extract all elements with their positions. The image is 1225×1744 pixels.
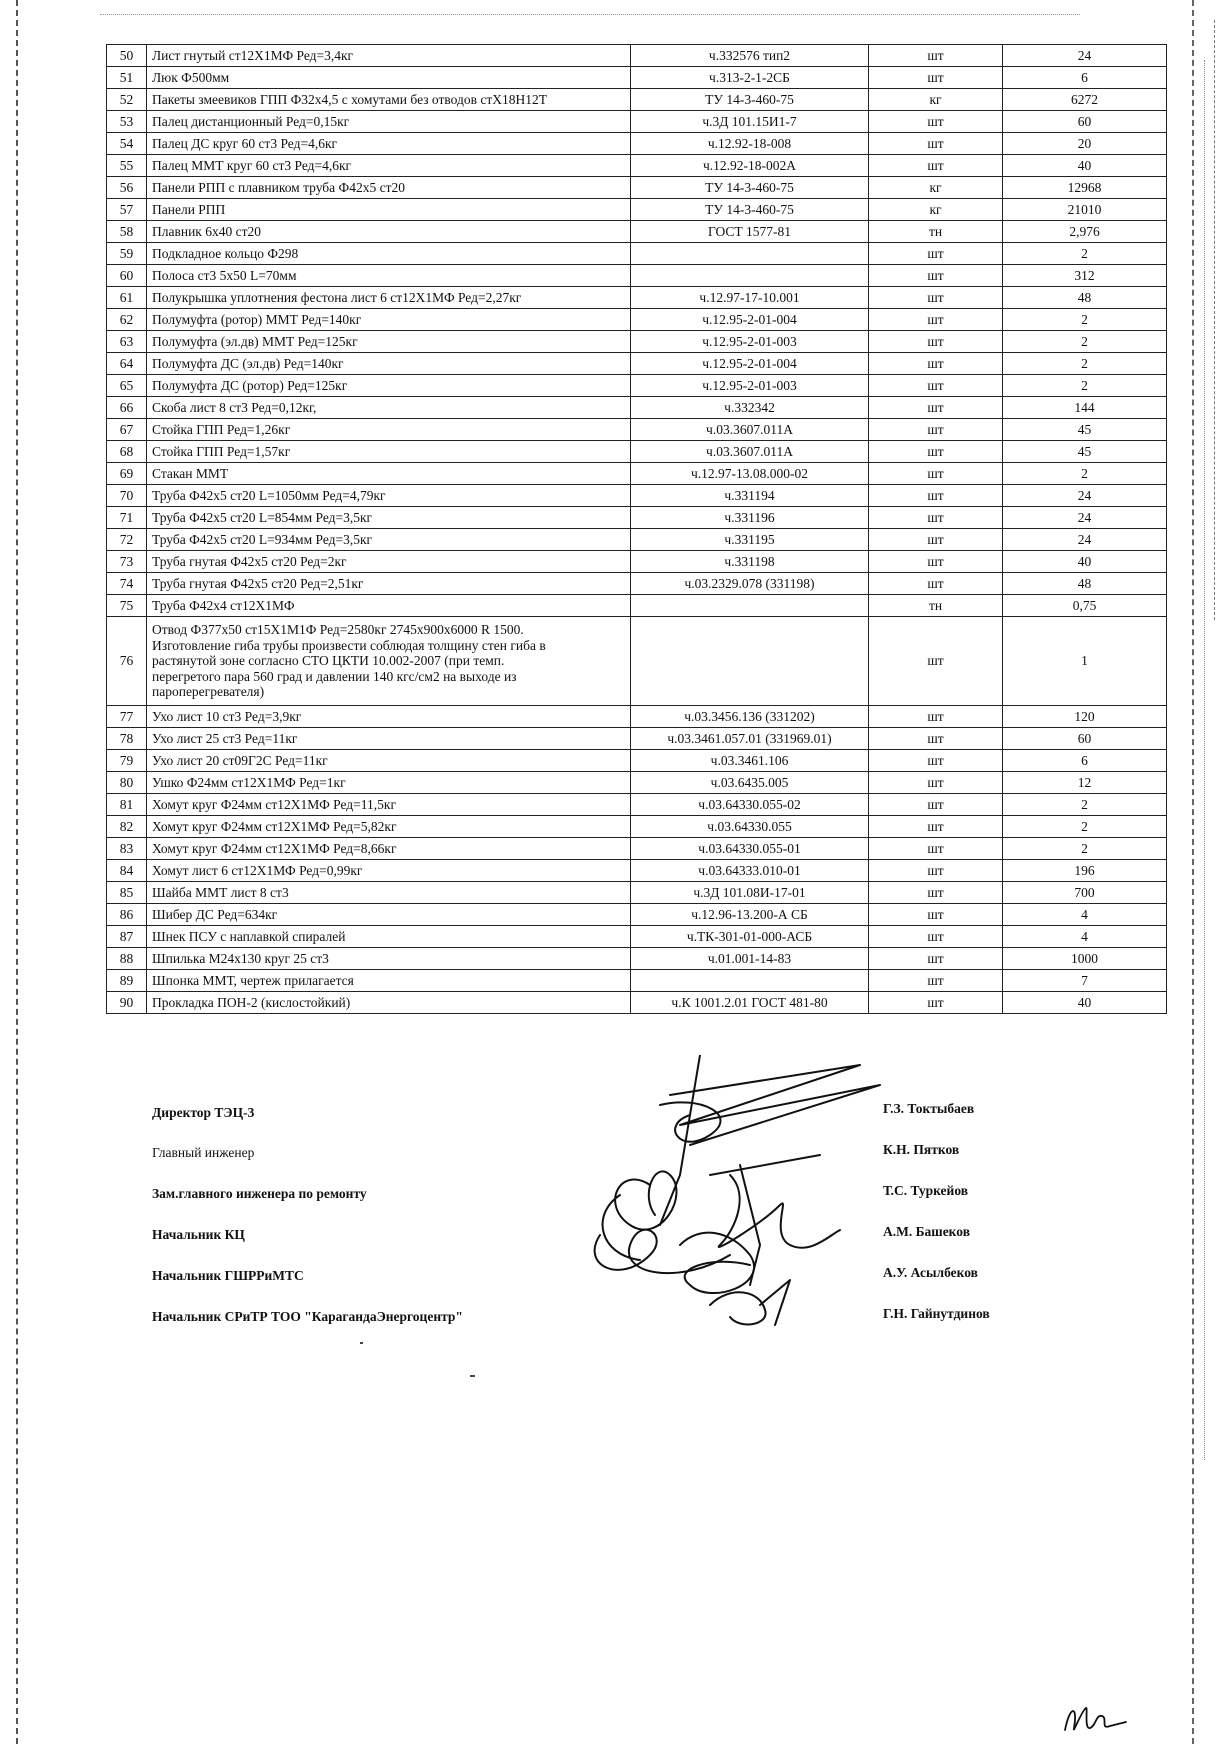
item-unit: шт	[869, 485, 1003, 507]
position-head-kc: Начальник КЦ	[152, 1227, 245, 1242]
item-unit: шт	[869, 706, 1003, 728]
page-initials-signature	[1060, 1700, 1130, 1740]
table-row	[107, 970, 1167, 992]
item-unit: шт	[869, 573, 1003, 595]
item-quantity: 312	[1003, 265, 1167, 287]
row-number: 67	[107, 419, 147, 441]
row-number: 55	[107, 155, 147, 177]
item-quantity: 196	[1003, 860, 1167, 882]
item-name: Шибер ДС Ред=634кг	[147, 904, 631, 926]
item-reference: ч.3Д 101.15И1-7	[631, 111, 869, 133]
item-quantity: 60	[1003, 728, 1167, 750]
item-quantity: 48	[1003, 573, 1167, 595]
item-name: Подкладное кольцо Ф298	[147, 243, 631, 265]
item-quantity: 24	[1003, 507, 1167, 529]
item-reference: ТУ 14-3-460-75	[631, 199, 869, 221]
item-name: Прокладка ПОН-2 (кислостойкий)	[147, 992, 631, 1014]
table-row	[107, 397, 1167, 419]
table-row	[107, 772, 1167, 794]
table-row	[107, 992, 1167, 1014]
table-row	[107, 419, 1167, 441]
row-number: 81	[107, 794, 147, 816]
item-reference: ч.03.2329.078 (331198)	[631, 573, 869, 595]
item-reference: ч.12.96-13.200-А СБ	[631, 904, 869, 926]
table-row	[107, 860, 1167, 882]
table-row	[107, 375, 1167, 397]
item-reference: ч.12.95-2-01-004	[631, 353, 869, 375]
item-quantity: 2,976	[1003, 221, 1167, 243]
row-number: 79	[107, 750, 147, 772]
item-reference: ч.03.64330.055-01	[631, 838, 869, 860]
table-row	[107, 221, 1167, 243]
row-number: 65	[107, 375, 147, 397]
table-row	[107, 177, 1167, 199]
item-unit: шт	[869, 617, 1003, 706]
item-reference: ч.01.001-14-83	[631, 948, 869, 970]
item-unit: тн	[869, 221, 1003, 243]
row-number: 68	[107, 441, 147, 463]
item-reference: ТУ 14-3-460-75	[631, 177, 869, 199]
item-reference: ч.03.3461.106	[631, 750, 869, 772]
position-chief-engineer: Главный инженер	[152, 1145, 255, 1160]
row-number: 50	[107, 45, 147, 67]
item-name: Отвод Ф377х50 ст15Х1М1Ф Ред=2580кг 2745х900х6000 R 1500. Изготовление гиба трубы произвести соблюдая толщину стен гиба в растянутой зоне согласно СТО ЦКТИ 10.002-2007 (при темп. перегретого пара 560 град и давлении 140 кгс/см2 на выходе из пароперегревателя)	[147, 617, 631, 706]
table-row	[107, 265, 1167, 287]
item-unit: шт	[869, 265, 1003, 287]
item-quantity: 12	[1003, 772, 1167, 794]
table-row	[107, 882, 1167, 904]
item-reference: ч.3Д 101.08И-17-01	[631, 882, 869, 904]
item-name: Полумуфта ДС (ротор) Ред=125кг	[147, 375, 631, 397]
item-reference: ч.331198	[631, 551, 869, 573]
item-reference: ч.03.3456.136 (331202)	[631, 706, 869, 728]
item-unit: шт	[869, 243, 1003, 265]
item-reference: ч.313-2-1-2СБ	[631, 67, 869, 89]
row-number: 59	[107, 243, 147, 265]
item-name: Хомут лист 6 ст12Х1МФ Ред=0,99кг	[147, 860, 631, 882]
item-quantity: 2	[1003, 816, 1167, 838]
item-name: Палец ДС круг 60 ст3 Ред=4,6кг	[147, 133, 631, 155]
scan-speck	[470, 1375, 475, 1377]
row-number: 86	[107, 904, 147, 926]
item-quantity: 2	[1003, 331, 1167, 353]
position-deputy-chief-engineer: Зам.главного инженера по ремонту	[152, 1186, 367, 1201]
item-quantity: 2	[1003, 463, 1167, 485]
row-number: 82	[107, 816, 147, 838]
scan-edge-right-inner	[1204, 60, 1209, 1460]
item-quantity: 700	[1003, 882, 1167, 904]
item-unit: шт	[869, 287, 1003, 309]
item-quantity: 2	[1003, 794, 1167, 816]
item-unit: шт	[869, 111, 1003, 133]
row-number: 66	[107, 397, 147, 419]
item-unit: шт	[869, 750, 1003, 772]
table-row	[107, 728, 1167, 750]
item-name: Стакан ММТ	[147, 463, 631, 485]
item-quantity: 6	[1003, 750, 1167, 772]
item-name: Люк Ф500мм	[147, 67, 631, 89]
table-row	[107, 948, 1167, 970]
signatory-name-3: Т.С. Туркейов	[883, 1183, 969, 1198]
item-quantity: 24	[1003, 45, 1167, 67]
item-quantity: 4	[1003, 904, 1167, 926]
item-reference: ч.331196	[631, 507, 869, 529]
row-number: 57	[107, 199, 147, 221]
row-number: 90	[107, 992, 147, 1014]
row-number: 62	[107, 309, 147, 331]
table-row	[107, 926, 1167, 948]
row-number: 73	[107, 551, 147, 573]
item-unit: шт	[869, 904, 1003, 926]
item-reference: ч.12.92-18-008	[631, 133, 869, 155]
item-name: Ухо лист 25 ст3 Ред=11кг	[147, 728, 631, 750]
item-quantity: 6272	[1003, 89, 1167, 111]
item-reference	[631, 970, 869, 992]
table-row	[107, 441, 1167, 463]
item-name: Полумуфта ДС (эл.дв) Ред=140кг	[147, 353, 631, 375]
row-number: 64	[107, 353, 147, 375]
materials-table	[106, 44, 1167, 1014]
item-unit: шт	[869, 133, 1003, 155]
position-head-gshrrimts: Начальник ГШРРиМТС	[152, 1268, 304, 1283]
item-quantity: 45	[1003, 441, 1167, 463]
signatory-name-5: А.У. Асылбеков	[883, 1265, 978, 1280]
item-reference: ГОСТ 1577-81	[631, 221, 869, 243]
table-row	[107, 45, 1167, 67]
item-reference: ч.03.64333.010-01	[631, 860, 869, 882]
item-quantity: 40	[1003, 551, 1167, 573]
item-unit: шт	[869, 67, 1003, 89]
position-director: Директор ТЭЦ-3	[152, 1105, 255, 1120]
row-number: 54	[107, 133, 147, 155]
table-row	[107, 573, 1167, 595]
row-number: 53	[107, 111, 147, 133]
item-name: Скоба лист 8 ст3 Ред=0,12кг,	[147, 397, 631, 419]
item-unit: шт	[869, 397, 1003, 419]
item-quantity: 45	[1003, 419, 1167, 441]
item-reference: ч.03.64330.055-02	[631, 794, 869, 816]
item-unit: шт	[869, 419, 1003, 441]
signatory-name-1: Г.З. Токтыбаев	[883, 1101, 975, 1116]
row-number: 69	[107, 463, 147, 485]
item-reference	[631, 595, 869, 617]
position-head-sritr: Начальник СРиТР ТОО "КарагандаЭнергоцентр"	[152, 1309, 463, 1324]
item-name: Шайба ММТ лист 8 ст3	[147, 882, 631, 904]
item-name: Стойка ГПП Ред=1,26кг	[147, 419, 631, 441]
row-number: 72	[107, 529, 147, 551]
item-name: Хомут круг Ф24мм ст12Х1МФ Ред=5,82кг	[147, 816, 631, 838]
table-row	[107, 67, 1167, 89]
row-number: 52	[107, 89, 147, 111]
item-reference: ч.331195	[631, 529, 869, 551]
item-reference: ч.332576 тип2	[631, 45, 869, 67]
item-unit: шт	[869, 794, 1003, 816]
item-reference: ч.12.95-2-01-003	[631, 331, 869, 353]
item-reference: ч.03.64330.055	[631, 816, 869, 838]
item-reference: ч.12.95-2-01-004	[631, 309, 869, 331]
item-name: Труба Ф42х5 ст20 L=854мм Ред=3,5кг	[147, 507, 631, 529]
item-reference	[631, 243, 869, 265]
row-number: 83	[107, 838, 147, 860]
item-reference: ТУ 14-3-460-75	[631, 89, 869, 111]
item-unit: кг	[869, 199, 1003, 221]
item-unit: шт	[869, 353, 1003, 375]
item-name: Хомут круг Ф24мм ст12Х1МФ Ред=11,5кг	[147, 794, 631, 816]
item-unit: шт	[869, 551, 1003, 573]
signatory-name-6: Г.Н. Гайнутдинов	[883, 1306, 990, 1321]
item-unit: шт	[869, 838, 1003, 860]
row-number: 89	[107, 970, 147, 992]
item-name: Палец дистанционный Ред=0,15кг	[147, 111, 631, 133]
item-name: Полумуфта (ротор) ММТ Ред=140кг	[147, 309, 631, 331]
row-number: 80	[107, 772, 147, 794]
item-reference	[631, 617, 869, 706]
table-row	[107, 199, 1167, 221]
item-reference: ч.12.97-17-10.001	[631, 287, 869, 309]
item-unit: шт	[869, 816, 1003, 838]
item-name: Полукрышка уплотнения фестона лист 6 ст12Х1МФ Ред=2,27кг	[147, 287, 631, 309]
item-name: Труба Ф42х4 ст12Х1МФ	[147, 595, 631, 617]
row-number: 63	[107, 331, 147, 353]
table-row	[107, 617, 1167, 706]
table-row	[107, 89, 1167, 111]
item-quantity: 60	[1003, 111, 1167, 133]
item-unit: шт	[869, 529, 1003, 551]
table-row	[107, 331, 1167, 353]
row-number: 85	[107, 882, 147, 904]
scan-artifact-dots	[100, 14, 1080, 17]
row-number: 70	[107, 485, 147, 507]
table-row	[107, 133, 1167, 155]
table-row	[107, 485, 1167, 507]
table-row	[107, 816, 1167, 838]
item-reference: ч.03.6435.005	[631, 772, 869, 794]
row-number: 75	[107, 595, 147, 617]
item-reference: ч.К 1001.2.01 ГОСТ 481-80	[631, 992, 869, 1014]
item-quantity: 7	[1003, 970, 1167, 992]
item-quantity: 2	[1003, 353, 1167, 375]
item-reference: ч.12.92-18-002А	[631, 155, 869, 177]
item-unit: шт	[869, 45, 1003, 67]
item-name: Ухо лист 20 ст09Г2С Ред=11кг	[147, 750, 631, 772]
item-quantity: 1	[1003, 617, 1167, 706]
item-unit: шт	[869, 463, 1003, 485]
row-number: 51	[107, 67, 147, 89]
table-row	[107, 904, 1167, 926]
item-reference: ч.ТК-301-01-000-АСБ	[631, 926, 869, 948]
table-row	[107, 838, 1167, 860]
scan-edge-right-outer	[1214, 20, 1219, 620]
item-unit: шт	[869, 970, 1003, 992]
item-reference: ч.03.3461.057.01 (331969.01)	[631, 728, 869, 750]
item-quantity: 24	[1003, 485, 1167, 507]
item-quantity: 24	[1003, 529, 1167, 551]
item-unit: шт	[869, 441, 1003, 463]
item-name: Пакеты змеевиков ГПП Ф32х4,5 с хомутами без отводов стХ18Н12Т	[147, 89, 631, 111]
row-number: 61	[107, 287, 147, 309]
item-quantity: 120	[1003, 706, 1167, 728]
item-quantity: 20	[1003, 133, 1167, 155]
item-name: Полоса ст3 5х50 L=70мм	[147, 265, 631, 287]
table-row	[107, 463, 1167, 485]
item-unit: шт	[869, 155, 1003, 177]
row-number: 56	[107, 177, 147, 199]
table-row	[107, 111, 1167, 133]
scan-edge-left	[16, 0, 22, 1744]
handwritten-signatures	[560, 1055, 890, 1335]
item-unit: шт	[869, 309, 1003, 331]
row-number: 88	[107, 948, 147, 970]
item-quantity: 2	[1003, 375, 1167, 397]
item-quantity: 40	[1003, 992, 1167, 1014]
item-quantity: 144	[1003, 397, 1167, 419]
materials-table-body	[107, 45, 1167, 1014]
item-unit: шт	[869, 375, 1003, 397]
item-unit: шт	[869, 992, 1003, 1014]
item-name: Полумуфта (эл.дв) ММТ Ред=125кг	[147, 331, 631, 353]
item-unit: кг	[869, 177, 1003, 199]
item-unit: шт	[869, 882, 1003, 904]
item-quantity: 6	[1003, 67, 1167, 89]
item-name: Панели РПП	[147, 199, 631, 221]
row-number: 76	[107, 617, 147, 706]
item-unit: кг	[869, 89, 1003, 111]
item-name: Ухо лист 10 ст3 Ред=3,9кг	[147, 706, 631, 728]
item-reference: ч.331194	[631, 485, 869, 507]
row-number: 71	[107, 507, 147, 529]
item-name: Плавник 6х40 ст20	[147, 221, 631, 243]
table-row	[107, 551, 1167, 573]
signatory-name-4: А.М. Башеков	[883, 1224, 970, 1239]
item-name: Хомут круг Ф24мм ст12Х1МФ Ред=8,66кг	[147, 838, 631, 860]
row-number: 84	[107, 860, 147, 882]
table-row	[107, 794, 1167, 816]
item-name: Панели РПП с плавником труба Ф42х5 ст20	[147, 177, 631, 199]
table-row	[107, 507, 1167, 529]
item-unit: шт	[869, 331, 1003, 353]
item-name: Труба гнутая Ф42х5 ст20 Ред=2,51кг	[147, 573, 631, 595]
scan-edge-right	[1192, 0, 1198, 1744]
item-quantity: 21010	[1003, 199, 1167, 221]
item-quantity: 48	[1003, 287, 1167, 309]
item-quantity: 4	[1003, 926, 1167, 948]
item-reference: ч.03.3607.011А	[631, 419, 869, 441]
item-unit: шт	[869, 860, 1003, 882]
item-name: Стойка ГПП Ред=1,57кг	[147, 441, 631, 463]
scan-speck	[360, 1342, 363, 1344]
item-quantity: 40	[1003, 155, 1167, 177]
item-quantity: 2	[1003, 243, 1167, 265]
item-reference: ч.12.95-2-01-003	[631, 375, 869, 397]
table-row	[107, 595, 1167, 617]
item-name: Лист гнутый ст12Х1МФ Ред=3,4кг	[147, 45, 631, 67]
item-reference: ч.332342	[631, 397, 869, 419]
row-number: 78	[107, 728, 147, 750]
item-quantity: 2	[1003, 309, 1167, 331]
item-name: Палец ММТ круг 60 ст3 Ред=4,6кг	[147, 155, 631, 177]
item-reference: ч.03.3607.011А	[631, 441, 869, 463]
row-number: 87	[107, 926, 147, 948]
table-row	[107, 155, 1167, 177]
item-name: Шпонка ММТ, чертеж прилагается	[147, 970, 631, 992]
item-unit: шт	[869, 728, 1003, 750]
item-unit: шт	[869, 772, 1003, 794]
item-name: Труба Ф42х5 ст20 L=1050мм Ред=4,79кг	[147, 485, 631, 507]
row-number: 77	[107, 706, 147, 728]
item-unit: шт	[869, 948, 1003, 970]
item-quantity: 0,75	[1003, 595, 1167, 617]
row-number: 60	[107, 265, 147, 287]
signatory-name-2: К.Н. Пятков	[883, 1142, 960, 1157]
item-unit: шт	[869, 507, 1003, 529]
table-row	[107, 243, 1167, 265]
item-quantity: 12968	[1003, 177, 1167, 199]
row-number: 58	[107, 221, 147, 243]
item-unit: тн	[869, 595, 1003, 617]
item-name: Шнек ПСУ с наплавкой спиралей	[147, 926, 631, 948]
item-unit: шт	[869, 926, 1003, 948]
table-row	[107, 529, 1167, 551]
table-row	[107, 309, 1167, 331]
table-row	[107, 353, 1167, 375]
row-number: 74	[107, 573, 147, 595]
item-name: Шпилька М24х130 круг 25 ст3	[147, 948, 631, 970]
table-row	[107, 287, 1167, 309]
table-row	[107, 750, 1167, 772]
item-reference	[631, 265, 869, 287]
item-name: Труба Ф42х5 ст20 L=934мм Ред=3,5кг	[147, 529, 631, 551]
item-name: Ушко Ф24мм ст12Х1МФ Ред=1кг	[147, 772, 631, 794]
table-row	[107, 706, 1167, 728]
item-quantity: 1000	[1003, 948, 1167, 970]
item-reference: ч.12.97-13.08.000-02	[631, 463, 869, 485]
item-name: Труба гнутая Ф42х5 ст20 Ред=2кг	[147, 551, 631, 573]
item-quantity: 2	[1003, 838, 1167, 860]
